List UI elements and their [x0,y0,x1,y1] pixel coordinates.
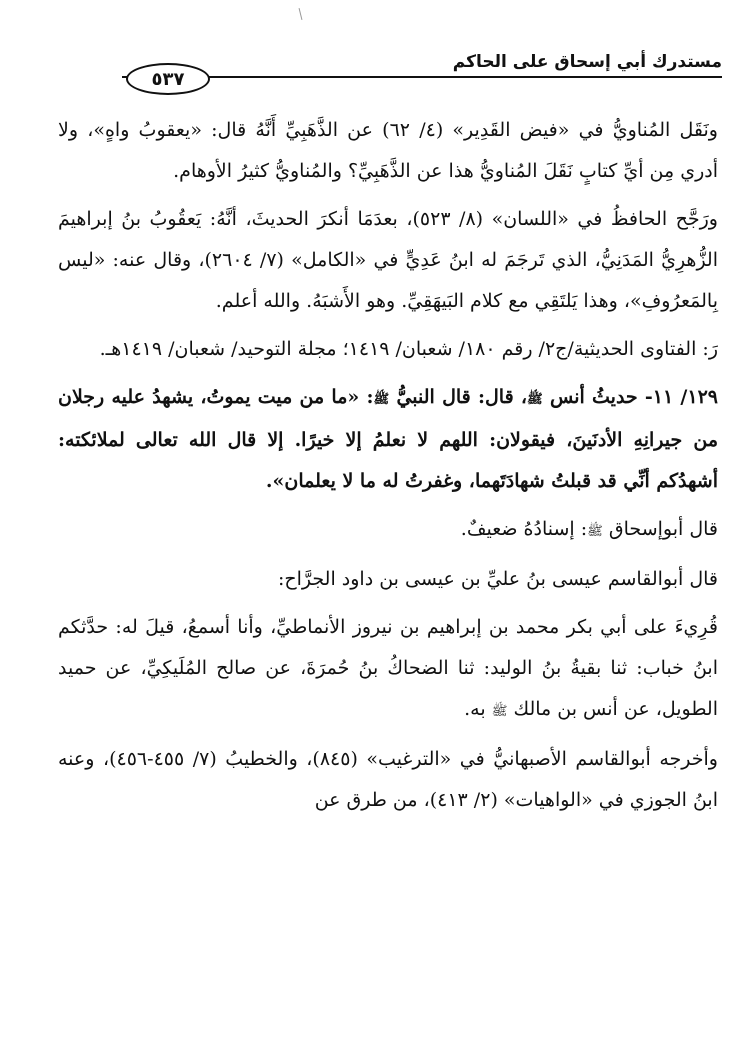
paragraph-isnad-intro: قال أبوالقاسم عيسى بنُ عليِّ بن عيسى بن داود الجرَّاح: [277,568,718,590]
grading-post: : إسنادُهُ ضعيفٌ. [460,518,588,540]
book-title: مستدرك أبي إسحاق على الحاكم [452,52,722,72]
page-body [58,110,718,828]
isnad-end: به. [464,698,492,720]
paragraph-isnad [58,607,718,732]
honorific-glyph: ﷺ [373,392,390,407]
paragraph-hafiz: ورَجَّح الحافظُ في «اللسان» (٨/ ٥٢٣)، بعدَمَا أنكرَ الحديثَ، أنَّهُ: يَعقُوبُ بنُ إبراهيمَ الزُّهرِيُّ المَدَنِيُّ، الذي تَرجَمَ له ابنُ عَدِيٍّ في «الكامل» (٧/ ٢٦٠٤)، وقال عنه: «ليس بِالمَعرُوفِ»، وهذا يَلتَقِي مع كلام البَيهَقِيِّ. وهو الأَشبَهُ. والله أعلم. [58,208,718,312]
hadith-mid: ، قال: قال النبيُّ [389,386,528,408]
paragraph-munawi: ونَقَل المُناويُّ في «فيض القَدِير» (٤/ ٦٢) عن الذَّهَبِيِّ أَنَّهُ قال: «يعقوبُ واهٍ»، ولا أدري مِن أيِّ كتابٍ نَقَلَ المُناويُّ هذا عن الذَّهَبِيِّ؟ والمُناويُّ كثيرُ الأوهام. [58,119,718,182]
paragraph-takhrij: وأخرجه أبوالقاسم الأصبهانيُّ في «الترغيب» (٨٤٥)، والخطيبُ (٧/ ٤٥٥-٤٥٦)، وعنه ابنُ الجوزي في «الواهيات» (٢/ ٤١٣)، من طرق عن [58,748,718,811]
hadith-intro: ١٢٩/ ١١- حديثُ أنس [542,386,718,408]
hadith-text [58,377,718,502]
header-rule [122,76,722,78]
honorific-glyph: ﷺ [527,392,543,407]
hadith-body: : «ما من ميت يموتُ، يشهدُ عليه رجلان من جيرانِهِ الأدنَينَ، فيقولان: اللهم لا نعلمُ إلا خيرًا. إلا قال الله تعالى لملائكته: أشهدُكم أنِّي قد قبلتُ شهادَتَهما، وغفرتُ له ما لا يعلمان». [58,386,718,492]
isnad-text: قُرِيءَ على أبي بكر محمد بن إبراهيم بن نيروز الأنماطيِّ، وأنا أسمعُ، قيلَ له: حدَّثكم ابنُ خباب: ثنا بقيةُ بنُ الوليد: ثنا الضحاكُ بنُ حُمرَةَ، عن صالح المُلَيكِيِّ، عن حميد الطويل، عن أنس بن مالك [58,616,718,720]
page-number: ٥٣٧ [126,63,210,95]
honorific-glyph: ﷺ [587,524,603,539]
grading-pre: قال أبوإسحاق [602,518,718,540]
honorific-glyph: ﷺ [491,704,508,719]
paragraph-reference: رَ: الفتاوى الحديثية/ج٢/ رقم ١٨٠/ شعبان/ ١٤١٩؛ مجلة التوحيد/ شعبان/ ١٤١٩هـ. [99,338,718,360]
scan-mark [299,8,303,20]
page-header [122,52,722,92]
paragraph-grading [58,509,718,552]
